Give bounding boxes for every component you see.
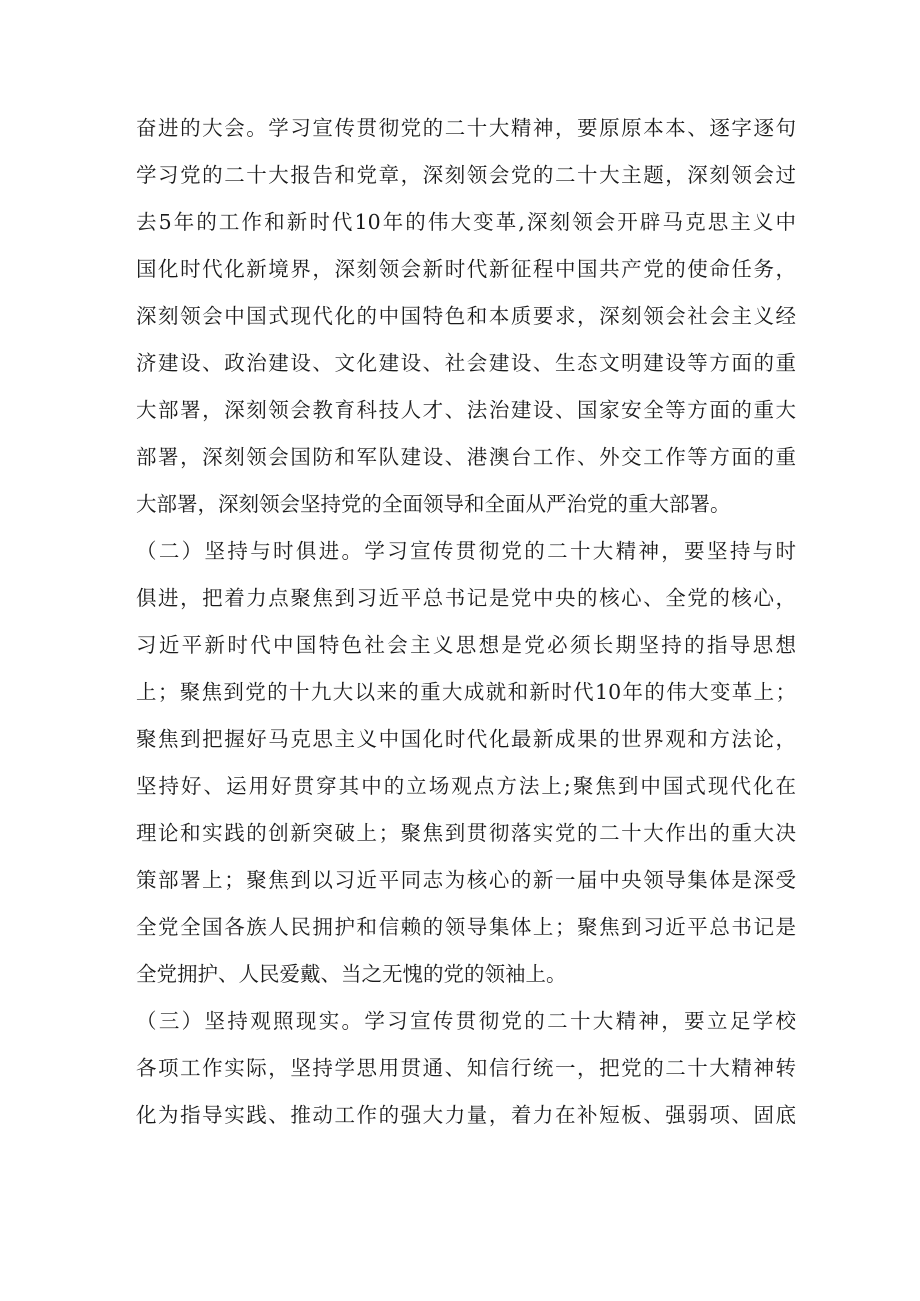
paragraph-1-line-6: 济建设、政治建设、文化建设、社会建设、生态文明建设等方面的重	[136, 351, 796, 375]
paragraph-3-line-3: 化为指导实践、推动工作的强大力量，着力在补短板、强弱项、固底	[136, 1103, 796, 1127]
paragraph-2-line-7: 理论和实践的创新突破上；聚焦到贯彻落实党的二十大作出的重大决	[136, 821, 796, 845]
paragraph-2-line-9: 全党全国各族人民拥护和信赖的领导集体上；聚焦到习近平总书记是	[136, 915, 796, 939]
paragraph-2-line-1: （二）坚持与时俱进。学习宣传贯彻党的二十大精神，要坚持与时	[136, 539, 796, 563]
paragraph-1-line-3: 去5年的工作和新时代10年的伟大变革,深刻领会开辟马克思主义中	[136, 210, 796, 234]
paragraph-1-line-4: 国化时代化新境界，深刻领会新时代新征程中国共产党的使命任务，	[136, 257, 796, 281]
paragraph-2-line-4: 上；聚焦到党的十九大以来的重大成就和新时代10年的伟大变革上；	[136, 680, 796, 704]
paragraph-1-line-9: 大部署，深刻领会坚持党的全面领导和全面从严治党的重大部署。	[136, 492, 731, 516]
paragraph-1-line-1: 奋进的大会。学习宣传贯彻党的二十大精神，要原原本本、逐字逐句	[136, 116, 796, 140]
paragraph-2-line-3: 习近平新时代中国特色社会主义思想是党必须长期坚持的指导思想	[136, 633, 796, 657]
paragraph-3-line-1: （三）坚持观照现实。学习宣传贯彻党的二十大精神，要立足学校	[136, 1009, 796, 1033]
paragraph-2-line-6: 坚持好、运用好贯穿其中的立场观点方法上;聚焦到中国式现代化在	[136, 774, 796, 798]
paragraph-1-line-2: 学习党的二十大报告和党章，深刻领会党的二十大主题，深刻领会过	[136, 163, 796, 187]
paragraph-2-line-5: 聚焦到把握好马克思主义中国化时代化最新成果的世界观和方法论，	[136, 727, 796, 751]
paragraph-1-line-5: 深刻领会中国式现代化的中国特色和本质要求，深刻领会社会主义经	[136, 304, 796, 328]
paragraph-2-line-8: 策部署上；聚焦到以习近平同志为核心的新一届中央领导集体是深受	[136, 868, 796, 892]
paragraph-2-line-10: 全党拥护、人民爱戴、当之无愧的党的领袖上。	[136, 962, 567, 986]
paragraph-1-line-8: 部署，深刻领会国防和军队建设、港澳台工作、外交工作等方面的重	[136, 445, 796, 469]
paragraph-2-line-2: 俱进，把着力点聚焦到习近平总书记是党中央的核心、全党的核心，	[136, 586, 796, 610]
paragraph-3-line-2: 各项工作实际，坚持学思用贯通、知信行统一，把党的二十大精神转	[136, 1056, 796, 1080]
paragraph-1-line-7: 大部署，深刻领会教育科技人才、法治建设、国家安全等方面的重大	[136, 398, 796, 422]
